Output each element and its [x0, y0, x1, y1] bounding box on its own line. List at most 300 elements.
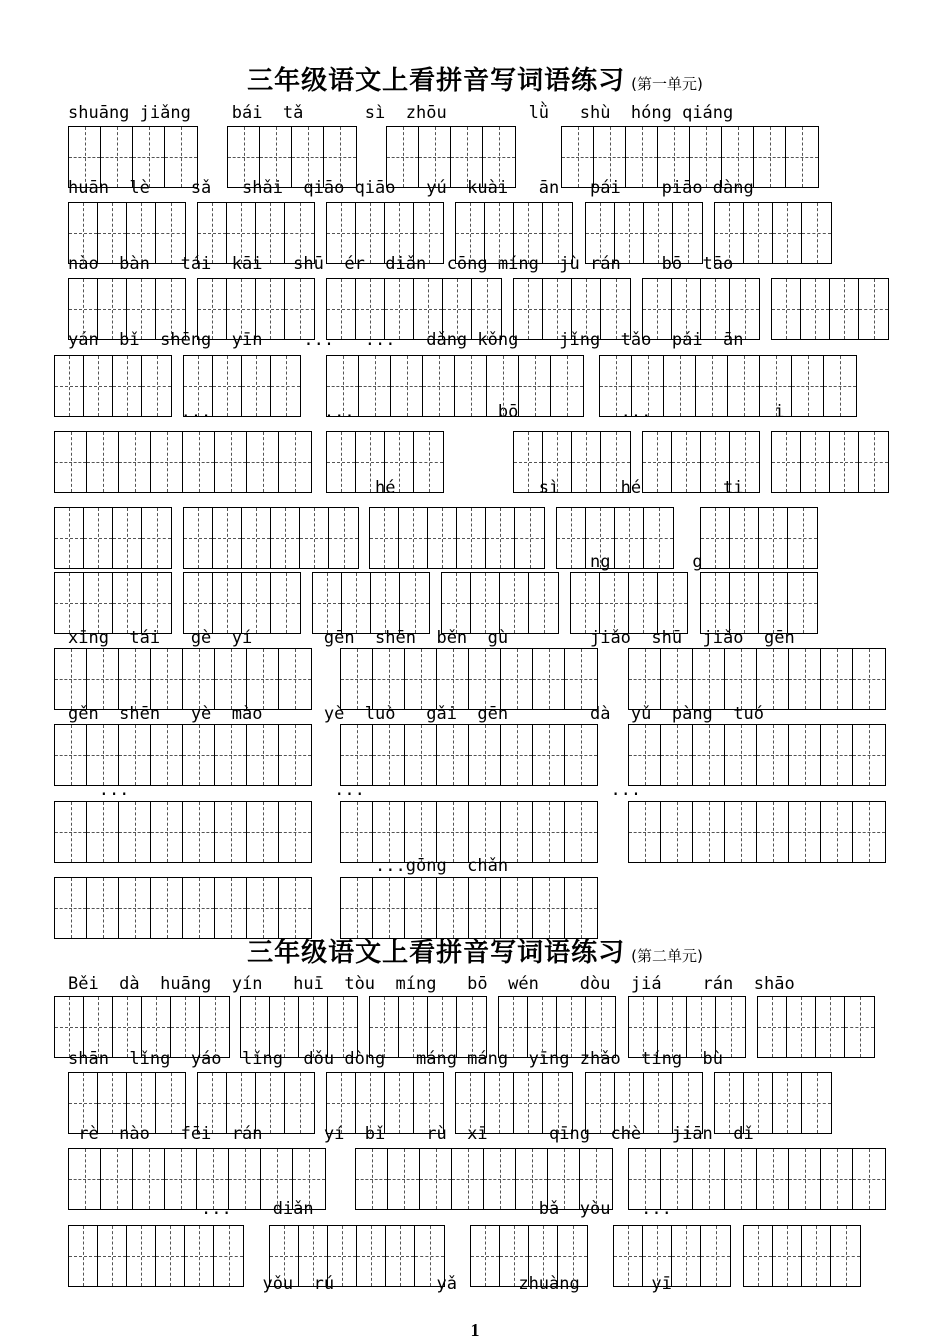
writing-cell	[405, 802, 437, 862]
writing-cell	[98, 1073, 127, 1133]
writing-cell	[151, 649, 183, 709]
writing-grid	[714, 1072, 832, 1134]
writing-cell	[786, 127, 818, 187]
writing-cell	[696, 356, 728, 416]
writing-grid	[513, 431, 631, 493]
writing-cell	[356, 203, 385, 263]
pinyin-row: gěn shēn yè mào yè luò gǎi gēn dà yǔ pàng tuó	[68, 704, 764, 724]
writing-grid	[326, 278, 502, 340]
writing-cell	[580, 1149, 612, 1209]
writing-cell	[256, 1073, 285, 1133]
writing-cell	[279, 802, 311, 862]
writing-cell	[701, 279, 730, 339]
writing-cell	[420, 1149, 452, 1209]
writing-grid	[54, 877, 312, 939]
writing-cell	[247, 649, 279, 709]
writing-cell	[229, 1149, 261, 1209]
writing-cell	[293, 1149, 325, 1209]
writing-cell	[725, 1149, 757, 1209]
writing-cell	[328, 1226, 357, 1286]
writing-cell	[485, 203, 514, 263]
writing-grid	[54, 507, 172, 569]
writing-cell	[626, 127, 658, 187]
writing-cell	[87, 432, 119, 492]
writing-cell	[271, 573, 300, 633]
writing-cell	[127, 1226, 156, 1286]
writing-cell	[629, 573, 658, 633]
writing-cell	[386, 1226, 415, 1286]
writing-cell	[789, 649, 821, 709]
writing-cell	[341, 878, 373, 938]
writing-cell	[165, 127, 197, 187]
writing-grid	[455, 1072, 573, 1134]
writing-cell	[69, 279, 98, 339]
writing-grid	[340, 877, 598, 939]
writing-grid	[386, 126, 516, 188]
unit1-title	[0, 60, 950, 97]
writing-cell	[514, 1073, 543, 1133]
writing-cell	[270, 1226, 299, 1286]
writing-cell	[183, 649, 215, 709]
writing-cell	[279, 878, 311, 938]
writing-cell	[142, 997, 171, 1057]
writing-cell	[614, 1226, 643, 1286]
writing-cell	[113, 356, 142, 416]
writing-cell	[101, 1149, 133, 1209]
writing-cell	[279, 432, 311, 492]
writing-cell	[69, 1226, 98, 1286]
writing-cell	[428, 997, 457, 1057]
page-number: 1	[470, 1320, 480, 1340]
writing-cell	[773, 1226, 802, 1286]
writing-cell	[471, 573, 500, 633]
writing-grid	[183, 572, 301, 634]
writing-cell	[84, 508, 113, 568]
writing-cell	[757, 802, 789, 862]
writing-grid	[628, 724, 886, 786]
writing-grid	[628, 996, 746, 1058]
writing-grid	[561, 126, 819, 188]
writing-cell	[853, 649, 885, 709]
writing-cell	[419, 127, 451, 187]
writing-cell	[227, 1073, 256, 1133]
writing-cell	[644, 203, 673, 263]
writing-cell	[279, 725, 311, 785]
writing-cell	[643, 279, 672, 339]
pinyin-row: xīng tái gè yí gēn shēn běn gù jiǎo shū jiǎo gēn	[68, 628, 795, 648]
writing-cell	[213, 508, 242, 568]
writing-cell	[661, 725, 693, 785]
writing-cell	[558, 1226, 587, 1286]
writing-cell	[356, 432, 385, 492]
writing-cell	[242, 573, 271, 633]
writing-cell	[84, 356, 113, 416]
writing-cell	[329, 508, 358, 568]
writing-cell	[548, 1149, 580, 1209]
writing-cell	[730, 573, 759, 633]
writing-cell	[821, 725, 853, 785]
writing-cell	[183, 432, 215, 492]
writing-cell	[773, 203, 802, 263]
writing-cell	[859, 432, 888, 492]
writing-grid	[470, 1225, 588, 1287]
writing-cell	[84, 997, 113, 1057]
writing-cell	[586, 508, 615, 568]
writing-grid	[269, 1225, 445, 1287]
writing-cell	[571, 573, 600, 633]
writing-cell	[788, 573, 817, 633]
writing-cell	[55, 356, 84, 416]
writing-cell	[228, 127, 260, 187]
writing-cell	[414, 203, 443, 263]
writing-cell	[171, 997, 200, 1057]
writing-cell	[55, 432, 87, 492]
writing-cell	[405, 725, 437, 785]
writing-cell	[119, 878, 151, 938]
pinyin-row: rè nào fēi rán yí bǐ rù xī qīng chè jiān dǐ	[68, 1124, 754, 1144]
writing-grid	[326, 431, 444, 493]
writing-grid	[68, 1148, 326, 1210]
writing-cell	[415, 1226, 444, 1286]
writing-cell	[133, 1149, 165, 1209]
writing-cell	[586, 997, 615, 1057]
pinyin-row: shān lǐng yáo lǐng dǒu dòng máng máng yīng zhǎo tíng bù	[68, 1049, 724, 1069]
pinyin-row: huān lè sǎ shǎi qiāo qiāo yú kuài ān pái piāo dàng	[68, 178, 754, 198]
writing-cell	[387, 127, 419, 187]
writing-cell	[385, 432, 414, 492]
writing-cell	[385, 1073, 414, 1133]
writing-cell	[632, 356, 664, 416]
writing-cell	[853, 725, 885, 785]
writing-cell	[543, 203, 572, 263]
writing-cell	[373, 802, 405, 862]
writing-grid	[570, 572, 688, 634]
writing-cell	[586, 203, 615, 263]
writing-cell	[370, 508, 399, 568]
writing-cell	[744, 1073, 773, 1133]
writing-cell	[414, 1073, 443, 1133]
writing-cell	[789, 802, 821, 862]
writing-cell	[500, 573, 529, 633]
writing-cell	[328, 997, 357, 1057]
unit2-title-main: 三年级语文上看拼音写词语练习	[247, 938, 626, 968]
writing-cell	[151, 432, 183, 492]
writing-cell	[757, 725, 789, 785]
writing-cell	[801, 279, 830, 339]
writing-cell	[299, 1226, 328, 1286]
writing-grid	[340, 801, 598, 863]
writing-cell	[772, 279, 801, 339]
writing-cell	[300, 508, 329, 568]
writing-cell	[816, 997, 845, 1057]
writing-cell	[391, 356, 423, 416]
writing-grid	[68, 126, 198, 188]
writing-cell	[414, 432, 443, 492]
writing-cell	[457, 508, 486, 568]
writing-grid	[441, 572, 559, 634]
writing-cell	[200, 997, 229, 1057]
writing-grid	[68, 1225, 244, 1287]
writing-cell	[551, 356, 583, 416]
writing-cell	[373, 878, 405, 938]
writing-cell	[357, 1226, 386, 1286]
writing-cell	[485, 1073, 514, 1133]
writing-cell	[664, 356, 696, 416]
writing-grid	[700, 507, 818, 569]
writing-cell	[693, 1149, 725, 1209]
writing-cell	[119, 649, 151, 709]
writing-cell	[725, 802, 757, 862]
writing-cell	[247, 802, 279, 862]
writing-cell	[661, 649, 693, 709]
writing-cell	[514, 203, 543, 263]
writing-cell	[55, 802, 87, 862]
writing-cell	[601, 432, 630, 492]
writing-cell	[516, 1149, 548, 1209]
writing-cell	[256, 279, 285, 339]
writing-cell	[543, 279, 572, 339]
writing-cell	[214, 1226, 243, 1286]
writing-grid	[326, 1072, 444, 1134]
writing-cell	[113, 573, 142, 633]
writing-cell	[127, 1073, 156, 1133]
writing-cell	[601, 279, 630, 339]
unit2-title-sub: (第二单元)	[631, 947, 703, 965]
writing-cell	[183, 878, 215, 938]
writing-cell	[184, 356, 213, 416]
writing-cell	[151, 802, 183, 862]
writing-grid	[68, 202, 186, 264]
writing-grid	[743, 1225, 861, 1287]
writing-cell	[501, 878, 533, 938]
writing-cell	[373, 725, 405, 785]
writing-cell	[371, 573, 400, 633]
writing-cell	[533, 802, 565, 862]
writing-cell	[213, 356, 242, 416]
writing-cell	[142, 508, 171, 568]
writing-cell	[456, 203, 485, 263]
writing-cell	[247, 878, 279, 938]
writing-cell	[557, 997, 586, 1057]
writing-cell	[730, 279, 759, 339]
writing-cell	[821, 802, 853, 862]
writing-cell	[658, 997, 687, 1057]
writing-cell	[385, 279, 414, 339]
writing-cell	[562, 127, 594, 187]
writing-cell	[98, 203, 127, 263]
writing-grid	[54, 801, 312, 863]
writing-cell	[672, 432, 701, 492]
writing-cell	[693, 802, 725, 862]
writing-cell	[55, 725, 87, 785]
writing-cell	[484, 1149, 516, 1209]
writing-cell	[715, 1073, 744, 1133]
writing-cell	[437, 725, 469, 785]
writing-cell	[486, 508, 515, 568]
writing-cell	[801, 432, 830, 492]
writing-grid	[54, 724, 312, 786]
writing-grid	[197, 278, 315, 340]
writing-cell	[247, 725, 279, 785]
writing-cell	[754, 127, 786, 187]
writing-cell	[802, 203, 831, 263]
pinyin-row: ... diǎn bǎ yòu ...	[68, 1199, 672, 1219]
pinyin-row: ...gōng chǎn	[68, 856, 509, 876]
writing-cell	[853, 1149, 885, 1209]
writing-cell	[728, 356, 760, 416]
writing-grid	[183, 507, 359, 569]
writing-cell	[292, 127, 324, 187]
writing-cell	[830, 432, 859, 492]
writing-cell	[185, 1226, 214, 1286]
writing-cell	[615, 508, 644, 568]
writing-grid	[197, 202, 315, 264]
writing-cell	[572, 432, 601, 492]
writing-cell	[716, 997, 745, 1057]
writing-cell	[831, 1226, 860, 1286]
writing-cell	[722, 127, 754, 187]
writing-cell	[260, 127, 292, 187]
writing-cell	[533, 649, 565, 709]
writing-cell	[859, 279, 888, 339]
writing-cell	[183, 802, 215, 862]
writing-cell	[197, 1149, 229, 1209]
writing-cell	[514, 432, 543, 492]
writing-cell	[744, 203, 773, 263]
writing-cell	[643, 1226, 672, 1286]
pinyin-row: hé sì hé ti	[68, 478, 744, 498]
writing-cell	[327, 432, 356, 492]
writing-cell	[528, 997, 557, 1057]
writing-cell	[643, 432, 672, 492]
writing-cell	[487, 356, 519, 416]
writing-cell	[672, 279, 701, 339]
writing-cell	[451, 127, 483, 187]
writing-cell	[629, 725, 661, 785]
writing-cell	[565, 725, 597, 785]
writing-cell	[644, 1073, 673, 1133]
writing-cell	[802, 1073, 831, 1133]
writing-grid	[54, 355, 172, 417]
writing-cell	[629, 802, 661, 862]
writing-cell	[215, 649, 247, 709]
writing-cell	[55, 997, 84, 1057]
writing-grid	[714, 202, 832, 264]
writing-cell	[821, 1149, 853, 1209]
writing-cell	[529, 573, 558, 633]
writing-cell	[55, 573, 84, 633]
writing-cell	[215, 878, 247, 938]
writing-grid	[556, 507, 674, 569]
writing-grid	[585, 1072, 703, 1134]
writing-cell	[327, 1073, 356, 1133]
writing-cell	[757, 1149, 789, 1209]
writing-cell	[565, 878, 597, 938]
writing-cell	[359, 356, 391, 416]
writing-cell	[55, 649, 87, 709]
writing-cell	[437, 878, 469, 938]
writing-cell	[156, 279, 185, 339]
writing-cell	[499, 997, 528, 1057]
writing-cell	[471, 1226, 500, 1286]
pinyin-row: ... ... ...	[68, 780, 642, 800]
writing-cell	[457, 997, 486, 1057]
writing-cell	[788, 508, 817, 568]
writing-cell	[327, 279, 356, 339]
writing-cell	[469, 878, 501, 938]
writing-grid	[599, 355, 857, 417]
pinyin-row: Běi dà huāng yín huī tòu míng bō wén dòu jiá rán shāo	[68, 974, 795, 994]
writing-grid	[455, 202, 573, 264]
writing-cell	[165, 1149, 197, 1209]
writing-cell	[256, 203, 285, 263]
writing-grid	[613, 1225, 731, 1287]
writing-cell	[501, 802, 533, 862]
writing-cell	[385, 203, 414, 263]
writing-cell	[500, 1226, 529, 1286]
writing-cell	[469, 725, 501, 785]
writing-cell	[572, 279, 601, 339]
writing-cell	[142, 573, 171, 633]
pinyin-row: shuāng jiǎng bái tǎ sì zhōu lǜ shù hóng qiáng	[68, 103, 734, 123]
writing-cell	[715, 203, 744, 263]
writing-cell	[725, 649, 757, 709]
writing-cell	[673, 203, 702, 263]
writing-cell	[213, 573, 242, 633]
writing-cell	[184, 573, 213, 633]
writing-cell	[341, 802, 373, 862]
writing-cell	[442, 573, 471, 633]
writing-grid	[54, 996, 230, 1058]
writing-cell	[730, 508, 759, 568]
writing-grid	[513, 278, 631, 340]
writing-cell	[119, 432, 151, 492]
writing-cell	[119, 802, 151, 862]
writing-cell	[198, 203, 227, 263]
writing-cell	[198, 279, 227, 339]
writing-cell	[594, 127, 626, 187]
writing-cell	[327, 203, 356, 263]
writing-cell	[758, 997, 787, 1057]
writing-cell	[285, 279, 314, 339]
writing-grid	[326, 355, 584, 417]
writing-cell	[629, 649, 661, 709]
writing-cell	[600, 356, 632, 416]
writing-cell	[133, 127, 165, 187]
writing-cell	[299, 997, 328, 1057]
writing-cell	[437, 649, 469, 709]
writing-cell	[693, 649, 725, 709]
writing-cell	[127, 203, 156, 263]
writing-cell	[501, 649, 533, 709]
writing-cell	[87, 878, 119, 938]
writing-cell	[227, 279, 256, 339]
writing-cell	[405, 878, 437, 938]
writing-cell	[151, 725, 183, 785]
writing-cell	[759, 573, 788, 633]
writing-cell	[519, 356, 551, 416]
writing-cell	[127, 279, 156, 339]
writing-cell	[423, 356, 455, 416]
writing-cell	[356, 1073, 385, 1133]
writing-grid	[240, 996, 358, 1058]
writing-grid	[585, 202, 703, 264]
writing-grid	[771, 431, 889, 493]
writing-cell	[242, 508, 271, 568]
writing-cell	[437, 802, 469, 862]
writing-grid	[771, 278, 889, 340]
writing-cell	[405, 649, 437, 709]
